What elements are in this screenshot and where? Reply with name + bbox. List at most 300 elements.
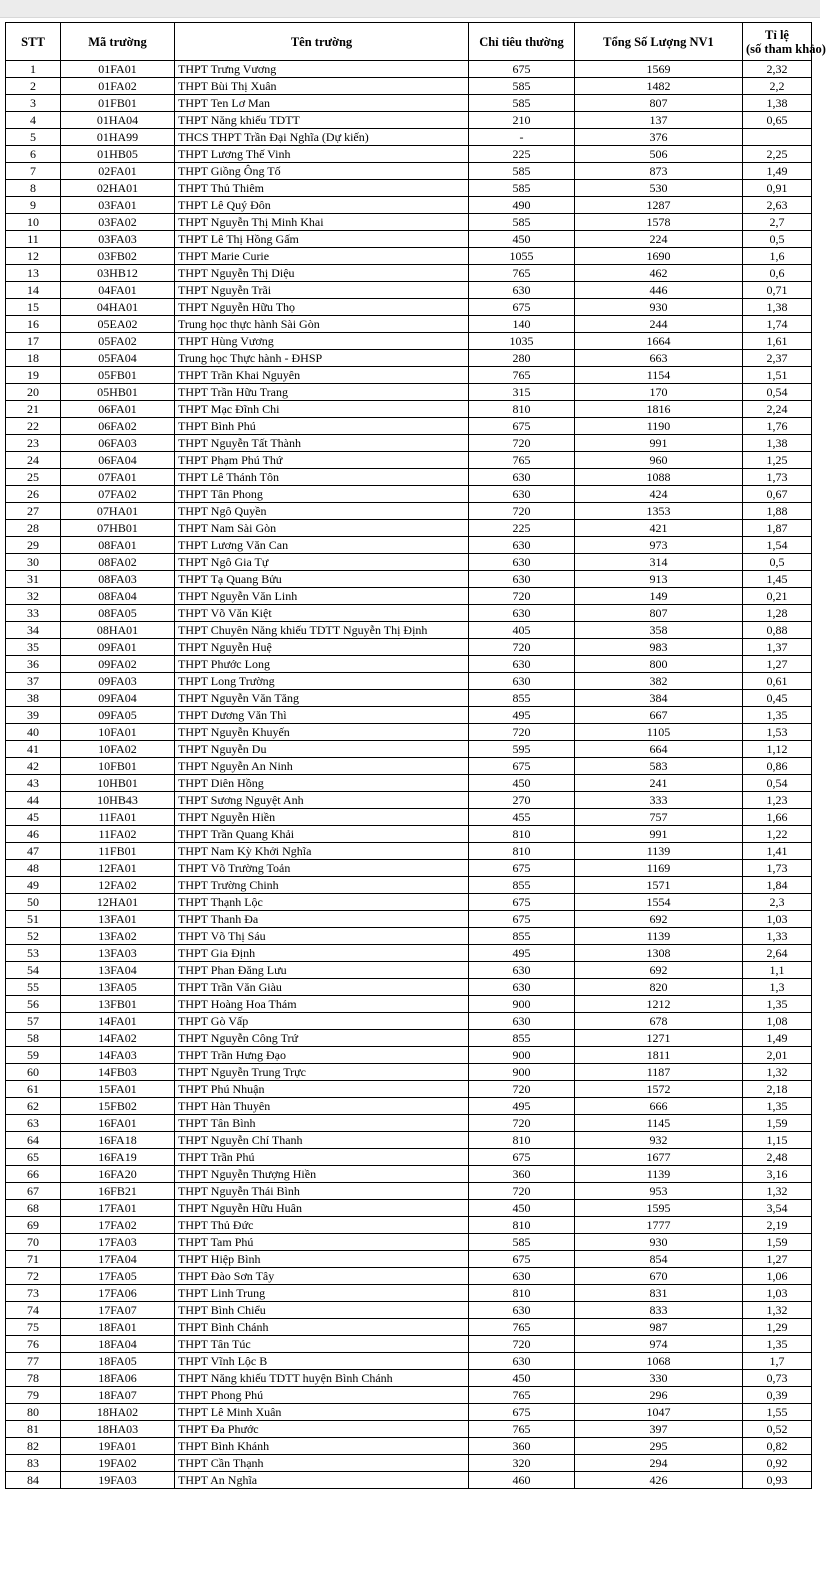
cell-quota: 585	[469, 95, 575, 112]
cell-quota: 1055	[469, 248, 575, 265]
cell-nv1-total: 1578	[575, 214, 743, 231]
cell-school-name: THPT Năng khiếu TDTT huyện Bình Chánh	[175, 1370, 469, 1387]
cell-stt: 49	[6, 877, 61, 894]
cell-school-name: THPT Đào Sơn Tây	[175, 1268, 469, 1285]
cell-nv1-total: 666	[575, 1098, 743, 1115]
cell-nv1-total: 1569	[575, 61, 743, 78]
cell-stt: 43	[6, 775, 61, 792]
table-row	[6, 792, 812, 809]
cell-ratio: 0,54	[743, 384, 812, 401]
table-row	[6, 282, 812, 299]
table-row	[6, 1081, 812, 1098]
table-row	[6, 316, 812, 333]
cell-ratio: 1,6	[743, 248, 812, 265]
cell-school-code: 08FA02	[61, 554, 175, 571]
cell-ratio: 1,73	[743, 860, 812, 877]
cell-ratio: 0,5	[743, 554, 812, 571]
cell-ratio: 1,55	[743, 1404, 812, 1421]
cell-stt: 45	[6, 809, 61, 826]
cell-stt: 4	[6, 112, 61, 129]
cell-school-name: THPT Tân Phong	[175, 486, 469, 503]
cell-quota: 720	[469, 1081, 575, 1098]
cell-quota: 630	[469, 962, 575, 979]
cell-quota: 675	[469, 299, 575, 316]
cell-stt: 80	[6, 1404, 61, 1421]
table-row	[6, 741, 812, 758]
cell-ratio: 0,71	[743, 282, 812, 299]
cell-nv1-total: 991	[575, 435, 743, 452]
table-row	[6, 197, 812, 214]
cell-stt: 65	[6, 1149, 61, 1166]
table-row	[6, 95, 812, 112]
cell-school-name: Trung học Thực hành - ĐHSP	[175, 350, 469, 367]
cell-ratio: 1,84	[743, 877, 812, 894]
cell-ratio: 0,21	[743, 588, 812, 605]
cell-school-name: THPT Bình Chiểu	[175, 1302, 469, 1319]
cell-nv1-total: 382	[575, 673, 743, 690]
cell-ratio: 1,12	[743, 741, 812, 758]
cell-school-code: 16FA18	[61, 1132, 175, 1149]
cell-ratio: 1,7	[743, 1353, 812, 1370]
cell-school-name: THPT Nguyễn Huệ	[175, 639, 469, 656]
cell-nv1-total: 333	[575, 792, 743, 809]
cell-quota: 630	[469, 571, 575, 588]
cell-school-name: THPT Tân Bình	[175, 1115, 469, 1132]
cell-ratio: 1,25	[743, 452, 812, 469]
cell-school-code: 17FA06	[61, 1285, 175, 1302]
cell-nv1-total: 670	[575, 1268, 743, 1285]
table-row	[6, 1387, 812, 1404]
cell-quota: 405	[469, 622, 575, 639]
cell-ratio: 1,53	[743, 724, 812, 741]
cell-stt: 41	[6, 741, 61, 758]
cell-stt: 31	[6, 571, 61, 588]
cell-stt: 53	[6, 945, 61, 962]
cell-school-code: 09FA05	[61, 707, 175, 724]
table-row	[6, 1370, 812, 1387]
cell-quota: 630	[469, 605, 575, 622]
school-admission-table	[5, 22, 826, 1489]
cell-quota: 225	[469, 146, 575, 163]
cell-school-name: THPT Thủ Thiêm	[175, 180, 469, 197]
cell-school-code: 10FA02	[61, 741, 175, 758]
cell-ratio: 2,7	[743, 214, 812, 231]
table-row	[6, 1149, 812, 1166]
cell-school-code: 01HA99	[61, 129, 175, 146]
cell-school-code: 04HA01	[61, 299, 175, 316]
cell-nv1-total: 833	[575, 1302, 743, 1319]
cell-ratio: 1,32	[743, 1183, 812, 1200]
cell-stt: 19	[6, 367, 61, 384]
table-row	[6, 265, 812, 282]
cell-ratio: 0,93	[743, 1472, 812, 1489]
cell-ratio: 0,61	[743, 673, 812, 690]
cell-school-name: THPT Nguyễn Tất Thành	[175, 435, 469, 452]
cell-quota: 900	[469, 996, 575, 1013]
table-row	[6, 588, 812, 605]
cell-ratio: 2,25	[743, 146, 812, 163]
cell-quota: 720	[469, 724, 575, 741]
cell-stt: 27	[6, 503, 61, 520]
cell-school-name: THPT Hàn Thuyên	[175, 1098, 469, 1115]
cell-stt: 1	[6, 61, 61, 78]
cell-nv1-total: 692	[575, 962, 743, 979]
cell-ratio: 1,59	[743, 1234, 812, 1251]
cell-quota: 675	[469, 758, 575, 775]
cell-school-code: 18FA05	[61, 1353, 175, 1370]
cell-school-code: 17FA01	[61, 1200, 175, 1217]
cell-stt: 18	[6, 350, 61, 367]
cell-stt: 36	[6, 656, 61, 673]
cell-nv1-total: 1572	[575, 1081, 743, 1098]
cell-school-name: THPT Phong Phú	[175, 1387, 469, 1404]
cell-ratio: 0,6	[743, 265, 812, 282]
cell-nv1-total: 800	[575, 656, 743, 673]
cell-school-name: THPT Võ Thị Sáu	[175, 928, 469, 945]
cell-school-name: THPT Bùi Thị Xuân	[175, 78, 469, 95]
table-row	[6, 367, 812, 384]
cell-school-name: THPT Long Trường	[175, 673, 469, 690]
table-row	[6, 928, 812, 945]
cell-stt: 66	[6, 1166, 61, 1183]
cell-nv1-total: 1595	[575, 1200, 743, 1217]
cell-school-code: 13FA01	[61, 911, 175, 928]
cell-nv1-total: 960	[575, 452, 743, 469]
cell-school-name: THPT Nguyễn Trãi	[175, 282, 469, 299]
cell-school-name: THPT Trần Quang Khải	[175, 826, 469, 843]
cell-school-name: THPT Gò Vấp	[175, 1013, 469, 1030]
cell-nv1-total: 983	[575, 639, 743, 656]
cell-nv1-total: 991	[575, 826, 743, 843]
cell-ratio: 3,16	[743, 1166, 812, 1183]
cell-nv1-total: 384	[575, 690, 743, 707]
cell-stt: 67	[6, 1183, 61, 1200]
cell-school-name: THPT Nguyễn Hiền	[175, 809, 469, 826]
cell-stt: 35	[6, 639, 61, 656]
cell-nv1-total: 330	[575, 1370, 743, 1387]
cell-school-code: 08FA01	[61, 537, 175, 554]
table-row	[6, 231, 812, 248]
cell-school-code: 11FA01	[61, 809, 175, 826]
cell-school-name: THPT Tam Phú	[175, 1234, 469, 1251]
cell-school-code: 08HA01	[61, 622, 175, 639]
cell-nv1-total: 807	[575, 95, 743, 112]
cell-school-code: 17FA05	[61, 1268, 175, 1285]
table-row	[6, 418, 812, 435]
cell-quota: 495	[469, 707, 575, 724]
table-row	[6, 1047, 812, 1064]
cell-school-code: 09FA01	[61, 639, 175, 656]
cell-school-name: THPT Nguyễn Công Trứ	[175, 1030, 469, 1047]
cell-nv1-total: 397	[575, 1421, 743, 1438]
cell-ratio: 2,01	[743, 1047, 812, 1064]
cell-ratio: 1,61	[743, 333, 812, 350]
cell-stt: 3	[6, 95, 61, 112]
table-row	[6, 384, 812, 401]
cell-nv1-total: 1816	[575, 401, 743, 418]
cell-stt: 15	[6, 299, 61, 316]
cell-ratio: 0,82	[743, 1438, 812, 1455]
cell-school-code: 18FA07	[61, 1387, 175, 1404]
cell-school-code: 11FB01	[61, 843, 175, 860]
cell-school-name: THPT Tân Túc	[175, 1336, 469, 1353]
cell-school-name: THPT Nguyễn Văn Tăng	[175, 690, 469, 707]
cell-ratio: 1,88	[743, 503, 812, 520]
cell-stt: 2	[6, 78, 61, 95]
cell-ratio: 1,87	[743, 520, 812, 537]
cell-quota: 270	[469, 792, 575, 809]
cell-stt: 42	[6, 758, 61, 775]
cell-nv1-total: 1139	[575, 843, 743, 860]
table-row	[6, 571, 812, 588]
cell-school-name: THCS THPT Trần Đại Nghĩa (Dự kiến)	[175, 129, 469, 146]
cell-school-name: THPT Bình Phú	[175, 418, 469, 435]
cell-quota: 720	[469, 588, 575, 605]
cell-stt: 34	[6, 622, 61, 639]
table-row	[6, 1268, 812, 1285]
cell-school-name: THPT Nguyễn Du	[175, 741, 469, 758]
cell-ratio: 1,59	[743, 1115, 812, 1132]
cell-nv1-total: 1145	[575, 1115, 743, 1132]
cell-nv1-total: 1271	[575, 1030, 743, 1047]
cell-quota: 810	[469, 1132, 575, 1149]
cell-school-name: THPT Phú Nhuận	[175, 1081, 469, 1098]
cell-ratio: 1,35	[743, 1336, 812, 1353]
cell-quota: 585	[469, 163, 575, 180]
cell-stt: 82	[6, 1438, 61, 1455]
cell-quota: 585	[469, 1234, 575, 1251]
cell-ratio: 1,23	[743, 792, 812, 809]
cell-ratio: 0,73	[743, 1370, 812, 1387]
cell-stt: 16	[6, 316, 61, 333]
cell-stt: 61	[6, 1081, 61, 1098]
cell-ratio: 1,33	[743, 928, 812, 945]
cell-stt: 21	[6, 401, 61, 418]
cell-quota: 630	[469, 1268, 575, 1285]
cell-school-name: THPT Thủ Đức	[175, 1217, 469, 1234]
cell-school-name: THPT Bình Khánh	[175, 1438, 469, 1455]
col-header-quota: Chỉ tiêu thường	[469, 23, 575, 61]
cell-stt: 54	[6, 962, 61, 979]
table-row	[6, 452, 812, 469]
table-row	[6, 724, 812, 741]
cell-school-name: THPT Võ Trường Toản	[175, 860, 469, 877]
cell-ratio: 0,88	[743, 622, 812, 639]
cell-ratio: 1,35	[743, 1098, 812, 1115]
cell-quota: 210	[469, 112, 575, 129]
cell-ratio: 1,35	[743, 707, 812, 724]
cell-nv1-total: 873	[575, 163, 743, 180]
cell-nv1-total: 424	[575, 486, 743, 503]
cell-nv1-total: 831	[575, 1285, 743, 1302]
cell-school-name: THPT Trần Phú	[175, 1149, 469, 1166]
cell-school-name: THPT Lê Quý Đôn	[175, 197, 469, 214]
cell-quota: 280	[469, 350, 575, 367]
cell-nv1-total: 358	[575, 622, 743, 639]
cell-nv1-total: 974	[575, 1336, 743, 1353]
cell-stt: 81	[6, 1421, 61, 1438]
cell-stt: 57	[6, 1013, 61, 1030]
cell-quota: 675	[469, 1149, 575, 1166]
cell-school-code: 19FA03	[61, 1472, 175, 1489]
cell-nv1-total: 1212	[575, 996, 743, 1013]
cell-school-code: 10HB43	[61, 792, 175, 809]
cell-ratio: 2,64	[743, 945, 812, 962]
table-row	[6, 1166, 812, 1183]
cell-school-code: 05FA02	[61, 333, 175, 350]
cell-nv1-total: 854	[575, 1251, 743, 1268]
cell-school-code: 10FB01	[61, 758, 175, 775]
cell-nv1-total: 678	[575, 1013, 743, 1030]
cell-ratio: 1,73	[743, 469, 812, 486]
cell-ratio	[743, 129, 812, 146]
cell-stt: 48	[6, 860, 61, 877]
cell-quota: 450	[469, 1370, 575, 1387]
cell-quota: 630	[469, 979, 575, 996]
cell-quota: 360	[469, 1166, 575, 1183]
cell-stt: 77	[6, 1353, 61, 1370]
cell-school-code: 01FA02	[61, 78, 175, 95]
cell-school-name: THPT Bình Chánh	[175, 1319, 469, 1336]
table-row	[6, 61, 812, 78]
cell-quota: 675	[469, 1404, 575, 1421]
table-row	[6, 1353, 812, 1370]
cell-nv1-total: 295	[575, 1438, 743, 1455]
cell-nv1-total: 663	[575, 350, 743, 367]
cell-nv1-total: 137	[575, 112, 743, 129]
col-header-ratio	[743, 23, 826, 61]
cell-ratio: 1,37	[743, 639, 812, 656]
cell-ratio: 1,27	[743, 656, 812, 673]
cell-stt: 26	[6, 486, 61, 503]
cell-stt: 10	[6, 214, 61, 231]
cell-school-code: 07FA01	[61, 469, 175, 486]
col-header-ratio-title: Tỉ lệ	[765, 27, 789, 42]
cell-ratio: 1,54	[743, 537, 812, 554]
cell-quota: 675	[469, 61, 575, 78]
cell-stt: 84	[6, 1472, 61, 1489]
cell-school-code: 19FA01	[61, 1438, 175, 1455]
cell-nv1-total: 1482	[575, 78, 743, 95]
cell-nv1-total: 930	[575, 1234, 743, 1251]
cell-ratio: 1,15	[743, 1132, 812, 1149]
cell-quota: 900	[469, 1064, 575, 1081]
cell-stt: 51	[6, 911, 61, 928]
cell-ratio: 1,74	[743, 316, 812, 333]
table-row	[6, 1455, 812, 1472]
cell-school-name: THPT Nam Sài Gòn	[175, 520, 469, 537]
cell-school-name: THPT Trần Hưng Đạo	[175, 1047, 469, 1064]
cell-quota: 855	[469, 877, 575, 894]
cell-school-name: THPT Trần Khai Nguyên	[175, 367, 469, 384]
table-row	[6, 1285, 812, 1302]
cell-school-name: THPT Trưng Vương	[175, 61, 469, 78]
cell-school-code: 10FA01	[61, 724, 175, 741]
cell-school-code: 07HA01	[61, 503, 175, 520]
cell-school-code: 03FB02	[61, 248, 175, 265]
cell-nv1-total: 149	[575, 588, 743, 605]
cell-stt: 13	[6, 265, 61, 282]
cell-quota: 630	[469, 486, 575, 503]
cell-ratio: 2,24	[743, 401, 812, 418]
cell-ratio: 1,3	[743, 979, 812, 996]
cell-school-name: THPT Trần Văn Giàu	[175, 979, 469, 996]
table-row	[6, 707, 812, 724]
cell-quota: 765	[469, 367, 575, 384]
cell-ratio: 1,51	[743, 367, 812, 384]
table-row	[6, 112, 812, 129]
cell-nv1-total: 1677	[575, 1149, 743, 1166]
cell-school-name: THPT Mạc Đĩnh Chi	[175, 401, 469, 418]
cell-stt: 72	[6, 1268, 61, 1285]
cell-ratio: 0,54	[743, 775, 812, 792]
cell-stt: 47	[6, 843, 61, 860]
cell-quota: 675	[469, 418, 575, 435]
cell-school-name: THPT Thạnh Lộc	[175, 894, 469, 911]
cell-quota: 810	[469, 826, 575, 843]
cell-stt: 63	[6, 1115, 61, 1132]
cell-stt: 59	[6, 1047, 61, 1064]
table-row	[6, 299, 812, 316]
cell-nv1-total: 530	[575, 180, 743, 197]
cell-ratio: 2,3	[743, 894, 812, 911]
table-row	[6, 554, 812, 571]
cell-school-code: 13FA02	[61, 928, 175, 945]
cell-school-code: 06FA04	[61, 452, 175, 469]
cell-school-code: 12FA01	[61, 860, 175, 877]
cell-stt: 50	[6, 894, 61, 911]
cell-quota: 630	[469, 282, 575, 299]
table-row	[6, 1302, 812, 1319]
cell-school-name: THPT Thanh Đa	[175, 911, 469, 928]
cell-quota: 900	[469, 1047, 575, 1064]
document-page	[0, 17, 826, 1587]
cell-stt: 70	[6, 1234, 61, 1251]
cell-quota: 855	[469, 690, 575, 707]
cell-nv1-total: 1353	[575, 503, 743, 520]
cell-ratio: 1,22	[743, 826, 812, 843]
cell-school-code: 06FA03	[61, 435, 175, 452]
cell-school-name: THPT Chuyên Năng khiếu TDTT Nguyễn Thị Định	[175, 622, 469, 639]
cell-school-code: 13FA05	[61, 979, 175, 996]
cell-quota: 810	[469, 1285, 575, 1302]
cell-stt: 79	[6, 1387, 61, 1404]
cell-nv1-total: 807	[575, 605, 743, 622]
cell-nv1-total: 1308	[575, 945, 743, 962]
table-row	[6, 877, 812, 894]
table-row	[6, 214, 812, 231]
cell-stt: 20	[6, 384, 61, 401]
cell-nv1-total: 1088	[575, 469, 743, 486]
cell-school-name: THPT Lương Văn Can	[175, 537, 469, 554]
cell-school-name: THPT Linh Trung	[175, 1285, 469, 1302]
cell-quota: 460	[469, 1472, 575, 1489]
header-row	[6, 23, 812, 61]
cell-school-code: 09FA04	[61, 690, 175, 707]
cell-quota: 675	[469, 860, 575, 877]
cell-stt: 40	[6, 724, 61, 741]
cell-stt: 39	[6, 707, 61, 724]
cell-nv1-total: 757	[575, 809, 743, 826]
cell-nv1-total: 932	[575, 1132, 743, 1149]
table-row	[6, 78, 812, 95]
cell-nv1-total: 583	[575, 758, 743, 775]
table-row	[6, 180, 812, 197]
table-row	[6, 537, 812, 554]
cell-quota: 225	[469, 520, 575, 537]
cell-ratio: 1,32	[743, 1302, 812, 1319]
cell-stt: 14	[6, 282, 61, 299]
